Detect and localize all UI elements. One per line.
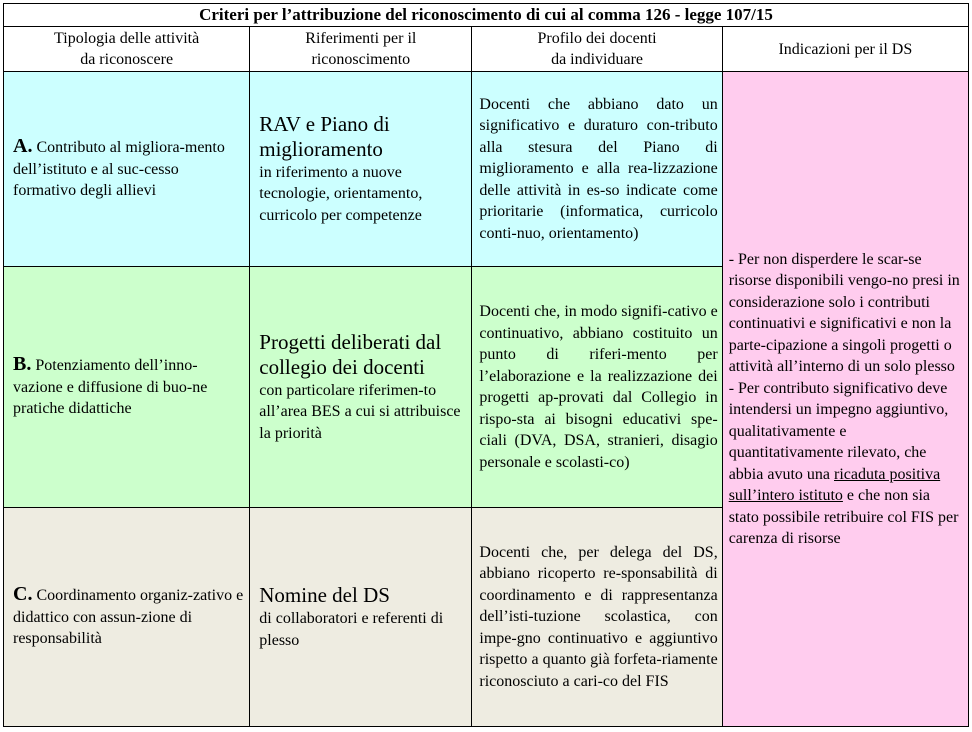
header-tipologia (4, 27, 250, 72)
header-profilo-line2: da individuare (551, 51, 644, 68)
indicazioni-paragraph-2-end: e che non sia stato possibile retribuire col FIS per carenza di risorse (728, 487, 959, 547)
profilo-text: Docenti che, per delega del DS, abbiano ricoperto re-sponsabilità di coordinamento e di rappresentanza dell’isti-tuzione scolastica, con impe-gno continuativo e aggiuntivo rispetto a quanto già forfeta-riamente riconosciuto a cari-co del FIS (479, 543, 718, 690)
tipologia-text: Contributo al migliora-mento dell’istituto e al suc-cesso formativo degli allievi (13, 139, 225, 200)
header-riferimenti-line2: riconoscimento (311, 51, 411, 68)
header-riferimenti (250, 27, 472, 72)
profilo-cell (472, 267, 722, 508)
table-row (4, 72, 969, 267)
tipologia-text: Coordinamento organiz-zativo e didattico con assun-zione di responsabilità (13, 587, 244, 648)
riferimenti-cell (250, 72, 472, 267)
indicazioni-underlined-text: ricaduta positiva sull’intero istituto (728, 465, 941, 504)
riferimenti-cell (250, 267, 472, 508)
riferimento-title: RAV e Piano di miglioramento (259, 111, 390, 161)
row-letter: C. (13, 583, 33, 606)
riferimenti-cell (250, 508, 472, 727)
tipologia-cell (4, 267, 250, 508)
criteria-table (3, 3, 969, 727)
profilo-cell (472, 508, 722, 727)
profilo-text: Docenti che abbiano dato un significativo e duraturo con-tributo alla stesura del Piano di miglioramento e alla rea-lizzazione delle attività in es-so indicate come prioritarie (informatica, curricolo conti-nuo, orientamento) (479, 95, 718, 242)
indicazioni-cell (722, 72, 968, 727)
header-riferimenti-line1: Riferimenti per il (305, 30, 417, 47)
header-indicazioni: Indicazioni per il DS (722, 27, 968, 72)
indicazioni-paragraph-1: - Per non disperdere le scar-se risorse disponibili vengo-no presi in considerazione solo i contributi continuativi e significativi e non la parte-cipazione a singoli progetti o attività all’interno di un solo plesso (728, 250, 960, 375)
table-title: Criteri per l’attribuzione del riconoscimento di cui al comma 126 - legge 107/15 (4, 4, 969, 27)
tipologia-cell (4, 508, 250, 727)
header-tipologia-line2: da riconoscere (80, 51, 174, 68)
riferimento-subtitle: con particolare riferimen-to all’area BES a cui si attribuisce la priorità (259, 381, 461, 442)
indicazioni-paragraph-2-start: - Per contributo significativo deve intendersi un impegno aggiuntivo, qualitativamente e quantitativamente rilevato, che abbia avuto una (728, 379, 949, 483)
tipologia-text: Potenziamento dell’inno-vazione e diffusione di buo-ne pratiche didattiche (13, 357, 208, 418)
tipologia-cell (4, 72, 250, 267)
row-letter: B. (13, 353, 32, 376)
riferimento-title: Progetti deliberati dal collegio dei docenti (259, 329, 442, 379)
riferimento-subtitle: in riferimento a nuove tecnologie, orientamento, curricolo per competenze (259, 163, 423, 224)
profilo-cell (472, 72, 722, 267)
header-profilo (472, 27, 722, 72)
profilo-text: Docenti che, in modo signifi-cativo e continuativo, abbiano costituito un punto di riferi-mento per l’elaborazione e la realizzazione dei progetti ap-provati dal Collegio in rispo-sta ai bisogni educativi spe-ciali (DVA, DSA, stranieri, disagio personale e scolasti-co) (479, 303, 718, 471)
riferimento-title: Nomine del DS (259, 583, 390, 607)
row-letter: A. (13, 135, 33, 158)
riferimento-subtitle: di collaboratori e referenti di plesso (259, 610, 444, 649)
header-profilo-line1: Profilo dei docenti (537, 30, 657, 47)
header-tipologia-line1: Tipologia delle attività (54, 30, 200, 47)
